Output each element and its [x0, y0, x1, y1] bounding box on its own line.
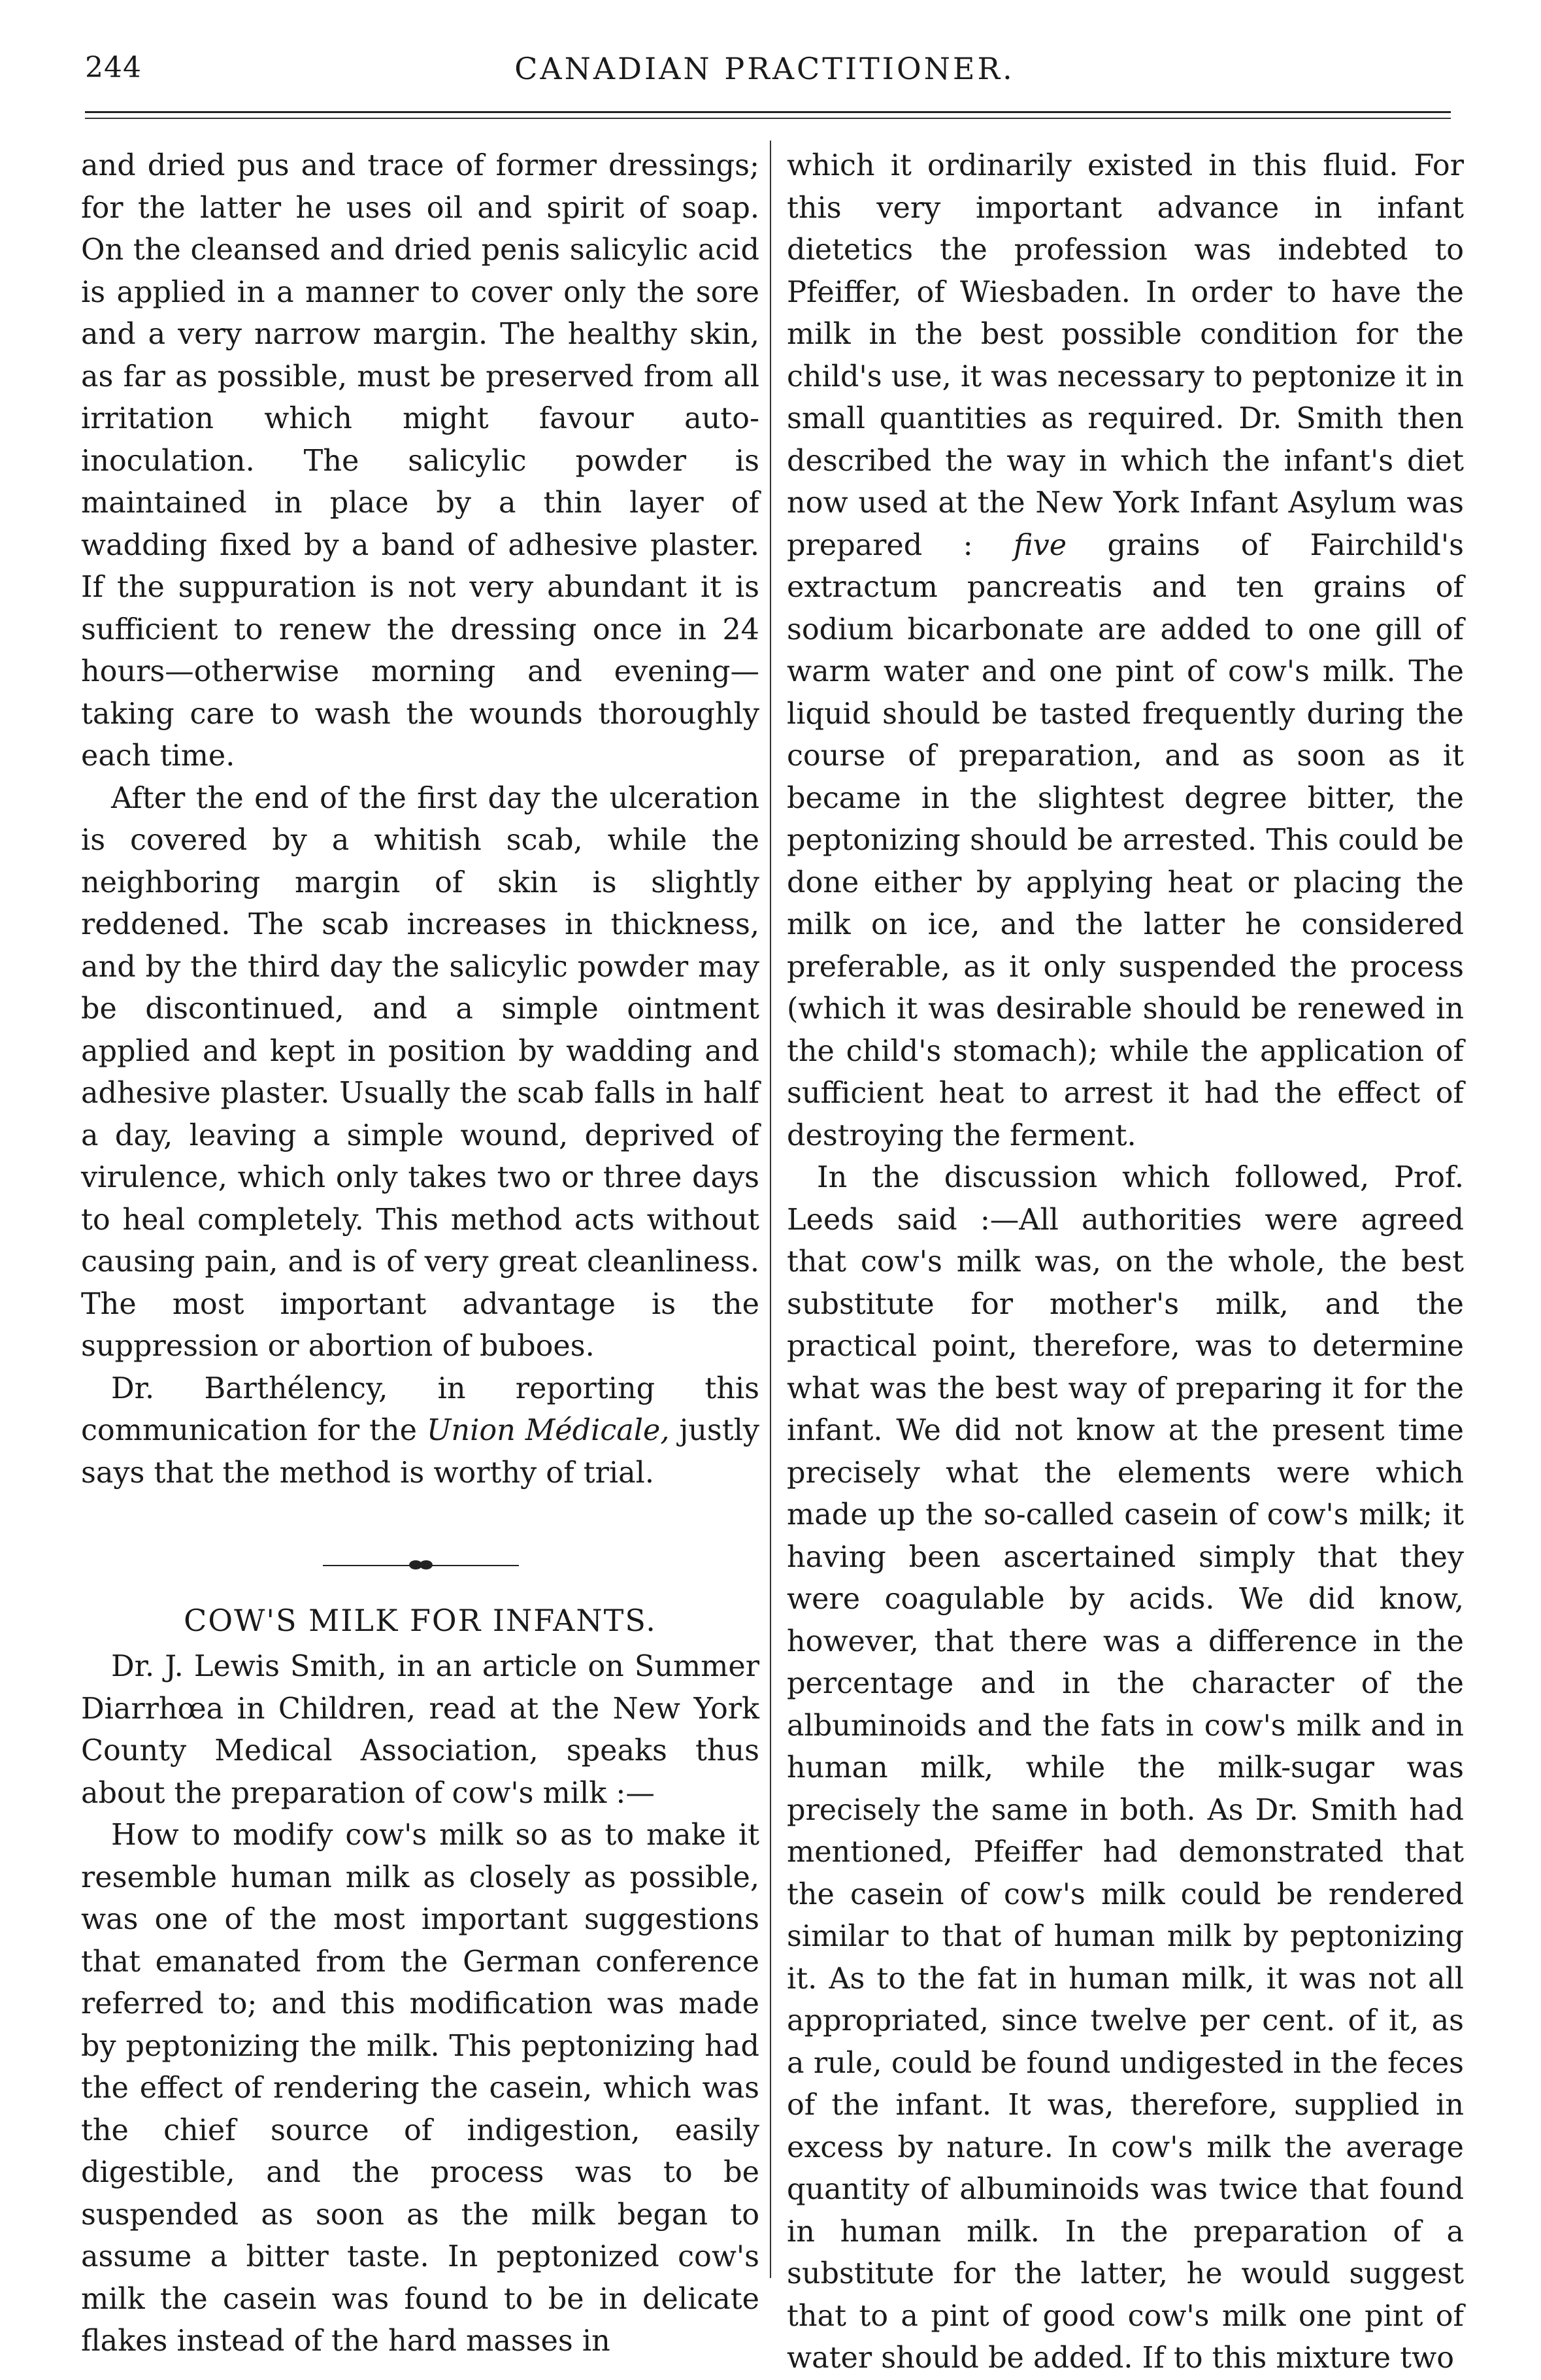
section-title: COW'S MILK FOR INFANTS. — [184, 1603, 657, 1638]
running-head — [78, 51, 1451, 97]
page-number: 244 — [85, 51, 142, 84]
header-rule-top — [85, 111, 1451, 113]
paragraph-lewis-smith: Dr. J. Lewis Smith, in an article on Summer Diarrhœa in Children, read at the New York County Medical Association, speaks thus about the preparation of cow's milk :— — [81, 1650, 759, 1810]
paragraph-ulceration: After the end of the first day the ulceration is covered by a whitish scab, while the neighboring margin of skin is slightly reddened. The scab increases in thickness, and by the third day the salicylic powder may be discontinued, and a simple ointment applied and kept in position by wadding and adhesive plaster. Usually the scab falls in half a day, leaving a simple wound, deprived of virulence, which only takes two or three days to heal completely. This method acts without causing pain, and is of very great cleanliness. The most important advantage is the suppression or abortion of buboes. — [81, 781, 759, 1363]
barthelency-text-after: justly says that the method is worthy of trial. — [81, 1414, 759, 1490]
paragraph-leeds-discussion: In the discussion which followed, Prof. Leeds said :—All authorities were agreed that cow's milk was, on the whole, the best substitute for mother's milk, and the practical point, therefore, was to determine what was the best way of preparing it for the infant. We did not know at the present time precisely what the elements were which made up the so-called casein of cow's milk; it having been ascertained simply that they were coagulable by acids. We did know, however, that there was a difference in the percentage and in the character of the albuminoids and the fats in cow's milk and in human milk, while the milk-sugar was precisely the same in both. As Dr. Smith had mentioned, Pfeiffer had demonstrated that the casein of cow's milk could be rendered similar to that of human milk by peptonizing it. As to the fat in human milk, it was not all appropriated, since twelve per cent. of it, as a rule, could be found undigested in the feces of the infant. It was, therefore, supplied in excess by nature. In cow's milk the average quantity of albuminoids was twice that found in human milk. In the preparation of a substitute for the latter, he would suggest that to a pint of good cow's milk one pint of water should be added. If to this mixture two — [787, 1161, 1464, 2375]
peptonizing-text-after: grains of Fairchild's extractum pancreatis and ten grains of sodium bicarbonate are added to one gill of warm water and one pint of cow's milk. The liquid should be tasted frequently during the course of preparation, and as soon as it became in the slightest degree bitter, the peptonizing should be arrested. This could be done either by applying heat or placing the milk on ice, and the latter he considered preferable, as it only suspended the process (which it was desirable should be renewed in the child's stomach); while the application of sufficient heat to arrest it had the effect of destroying the ferment. — [787, 528, 1464, 1152]
union-medicale-citation: Union Médicale, — [426, 1414, 670, 1447]
header-rule-bottom — [85, 118, 1451, 119]
five-grains-emphasis: five — [1013, 528, 1067, 562]
section-divider-ornament — [81, 1532, 759, 1591]
right-column — [787, 145, 1464, 2380]
peptonizing-text-before: which it ordinarily existed in this fluid. For this very important advance in infant dietetics the profession was indebted to Pfeiffer, of Wiesbaden. In order to have the milk in the best possible condition for the child's use, it was necessary to peptonize it in small quantities as required. Dr. Smith then described the way in which the infant's diet now used at the New York Infant Asylum was prepared : — [787, 149, 1464, 562]
barthelency-text-before: Dr. Barthélency, in reporting this communication for the — [81, 1371, 759, 1447]
paragraph-modify-milk: How to modify cow's milk so as to make it resemble human milk as closely as possible, was one of the most important suggestions that emanated from the German conference referred to; and this modification was made by peptonizing the milk. This peptonizing had the effect of rendering the casein, which was the chief source of indigestion, easily digestible, and the process was to be suspended as soon as the milk began to assume a bitter taste. In peptonized cow's milk the casein was found to be in delicate flakes instead of the hard masses in — [81, 1819, 759, 2358]
paragraph-wound-dressing: and dried pus and trace of former dressings; for the latter he uses oil and spirit of soap. On the cleansed and dried penis salicylic acid is applied in a manner to cover only the sore and a very narrow margin. The healthy skin, as far as possible, must be preserved from all irritation which might favour auto-inoculation. The salicylic powder is maintained in place by a thin layer of wadding fixed by a band of adhesive plaster. If the suppuration is not very abundant it is sufficient to renew the dressing once in 24 hours—otherwise morning and evening—taking care to wash the wounds thoroughly each time. — [81, 149, 759, 773]
column-divider — [770, 141, 771, 2278]
paragraph-barthelency — [81, 1368, 759, 1495]
ornament-diamond-icon — [401, 1557, 440, 1573]
paragraph-peptonizing — [787, 145, 1464, 1157]
journal-title: CANADIAN PRACTITIONER. — [514, 51, 1015, 86]
left-column — [81, 145, 759, 2363]
